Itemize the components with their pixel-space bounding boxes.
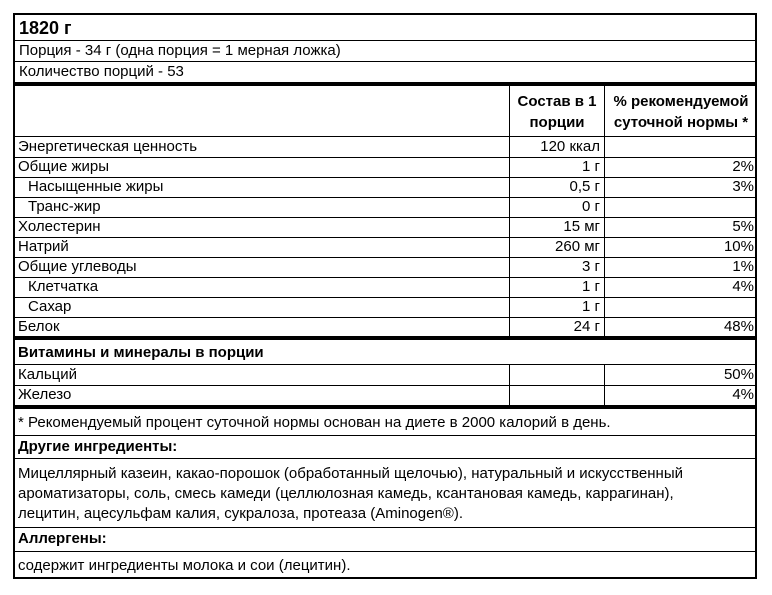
table-row — [15, 177, 755, 197]
nutrient-amount: 1 г — [582, 158, 600, 175]
ingredients-heading: Другие ингредиенты: — [18, 438, 178, 455]
nutrient-name: Белок — [18, 318, 60, 335]
table-row — [15, 317, 755, 337]
divider — [15, 61, 755, 62]
divider — [15, 527, 755, 528]
nutrient-dv: 4% — [732, 278, 754, 295]
nutrient-amount: 120 ккал — [540, 138, 600, 155]
table-row — [15, 297, 755, 317]
divider — [15, 458, 755, 459]
nutrient-name: Клетчатка — [28, 278, 99, 295]
daily-value-footnote: * Рекомендуемый процент суточной нормы основан на диете в 2000 калорий в день. — [18, 414, 611, 431]
vitamins-heading: Витамины и минералы в порции — [18, 344, 264, 361]
serving-size: Порция - 34 г (одна порция = 1 мерная ложка) — [19, 42, 341, 59]
amount-header-line1: Состав в 1 — [517, 93, 597, 110]
thick-divider — [15, 82, 755, 86]
nutrient-amount: 1 г — [582, 278, 600, 295]
allergens-heading: Аллергены: — [18, 530, 107, 547]
nutrient-amount: 0,5 г — [569, 178, 600, 195]
table-row — [15, 277, 755, 297]
divider — [15, 40, 755, 41]
divider — [15, 551, 755, 552]
nutrient-dv: 1% — [732, 258, 754, 275]
nutrient-name: Общие жиры — [18, 158, 110, 175]
nutrient-name: Холестерин — [18, 218, 101, 235]
table-row — [15, 157, 755, 177]
table-row — [15, 257, 755, 277]
nutrient-dv: 48% — [723, 318, 754, 335]
ingredients-text-line: Мицеллярный казеин, какао-порошок (обработанный щелочью), натуральный и искусственный — [18, 465, 683, 482]
vitamin-dv: 4% — [732, 386, 754, 403]
table-row — [15, 385, 755, 405]
vitamin-name: Кальций — [18, 366, 77, 383]
thick-divider — [15, 336, 755, 340]
ingredients-text-line: лецитин, ацесульфам калия, сукралоза, протеаза (Aminogen®). — [18, 505, 463, 522]
nutrient-dv: 10% — [723, 238, 754, 255]
amount-header-line2: порции — [529, 114, 585, 131]
dv-header-line1: % рекомендуемой — [613, 93, 749, 110]
nutrient-amount: 260 мг — [555, 238, 600, 255]
divider — [15, 435, 755, 436]
nutrient-amount: 1 г — [582, 298, 600, 315]
nutrient-dv: 5% — [732, 218, 754, 235]
nutrient-amount: 24 г — [573, 318, 600, 335]
nutrient-amount: 3 г — [582, 258, 600, 275]
thick-divider — [15, 405, 755, 409]
table-row — [15, 137, 755, 157]
table-row — [15, 237, 755, 257]
nutrient-name: Насыщенные жиры — [28, 178, 164, 195]
nutrition-facts-label — [13, 13, 757, 579]
nutrient-name: Натрий — [18, 238, 69, 255]
table-row — [15, 365, 755, 385]
nutrient-name: Сахар — [28, 298, 72, 315]
label-title: 1820 г — [19, 18, 72, 38]
nutrient-name: Энергетическая ценность — [18, 138, 198, 155]
vitamin-name: Железо — [18, 386, 72, 403]
dv-header-line2: суточной нормы * — [613, 114, 749, 131]
nutrient-dv: 3% — [732, 178, 754, 195]
nutrient-name: Общие углеводы — [18, 258, 137, 275]
nutrient-name: Транс-жир — [28, 198, 101, 215]
nutrient-dv: 2% — [732, 158, 754, 175]
nutrient-amount: 0 г — [582, 198, 600, 215]
allergens-text: содержит ингредиенты молока и сои (лецитин). — [18, 557, 351, 574]
vitamin-dv: 50% — [723, 366, 754, 383]
servings-count: Количество порций - 53 — [19, 63, 184, 80]
table-row — [15, 217, 755, 237]
table-row — [15, 197, 755, 217]
nutrient-amount: 15 мг — [563, 218, 600, 235]
ingredients-text-line: ароматизаторы, соль, смесь камеди (целлюлозная камедь, ксантановая камедь, каррагинан), — [18, 485, 674, 502]
